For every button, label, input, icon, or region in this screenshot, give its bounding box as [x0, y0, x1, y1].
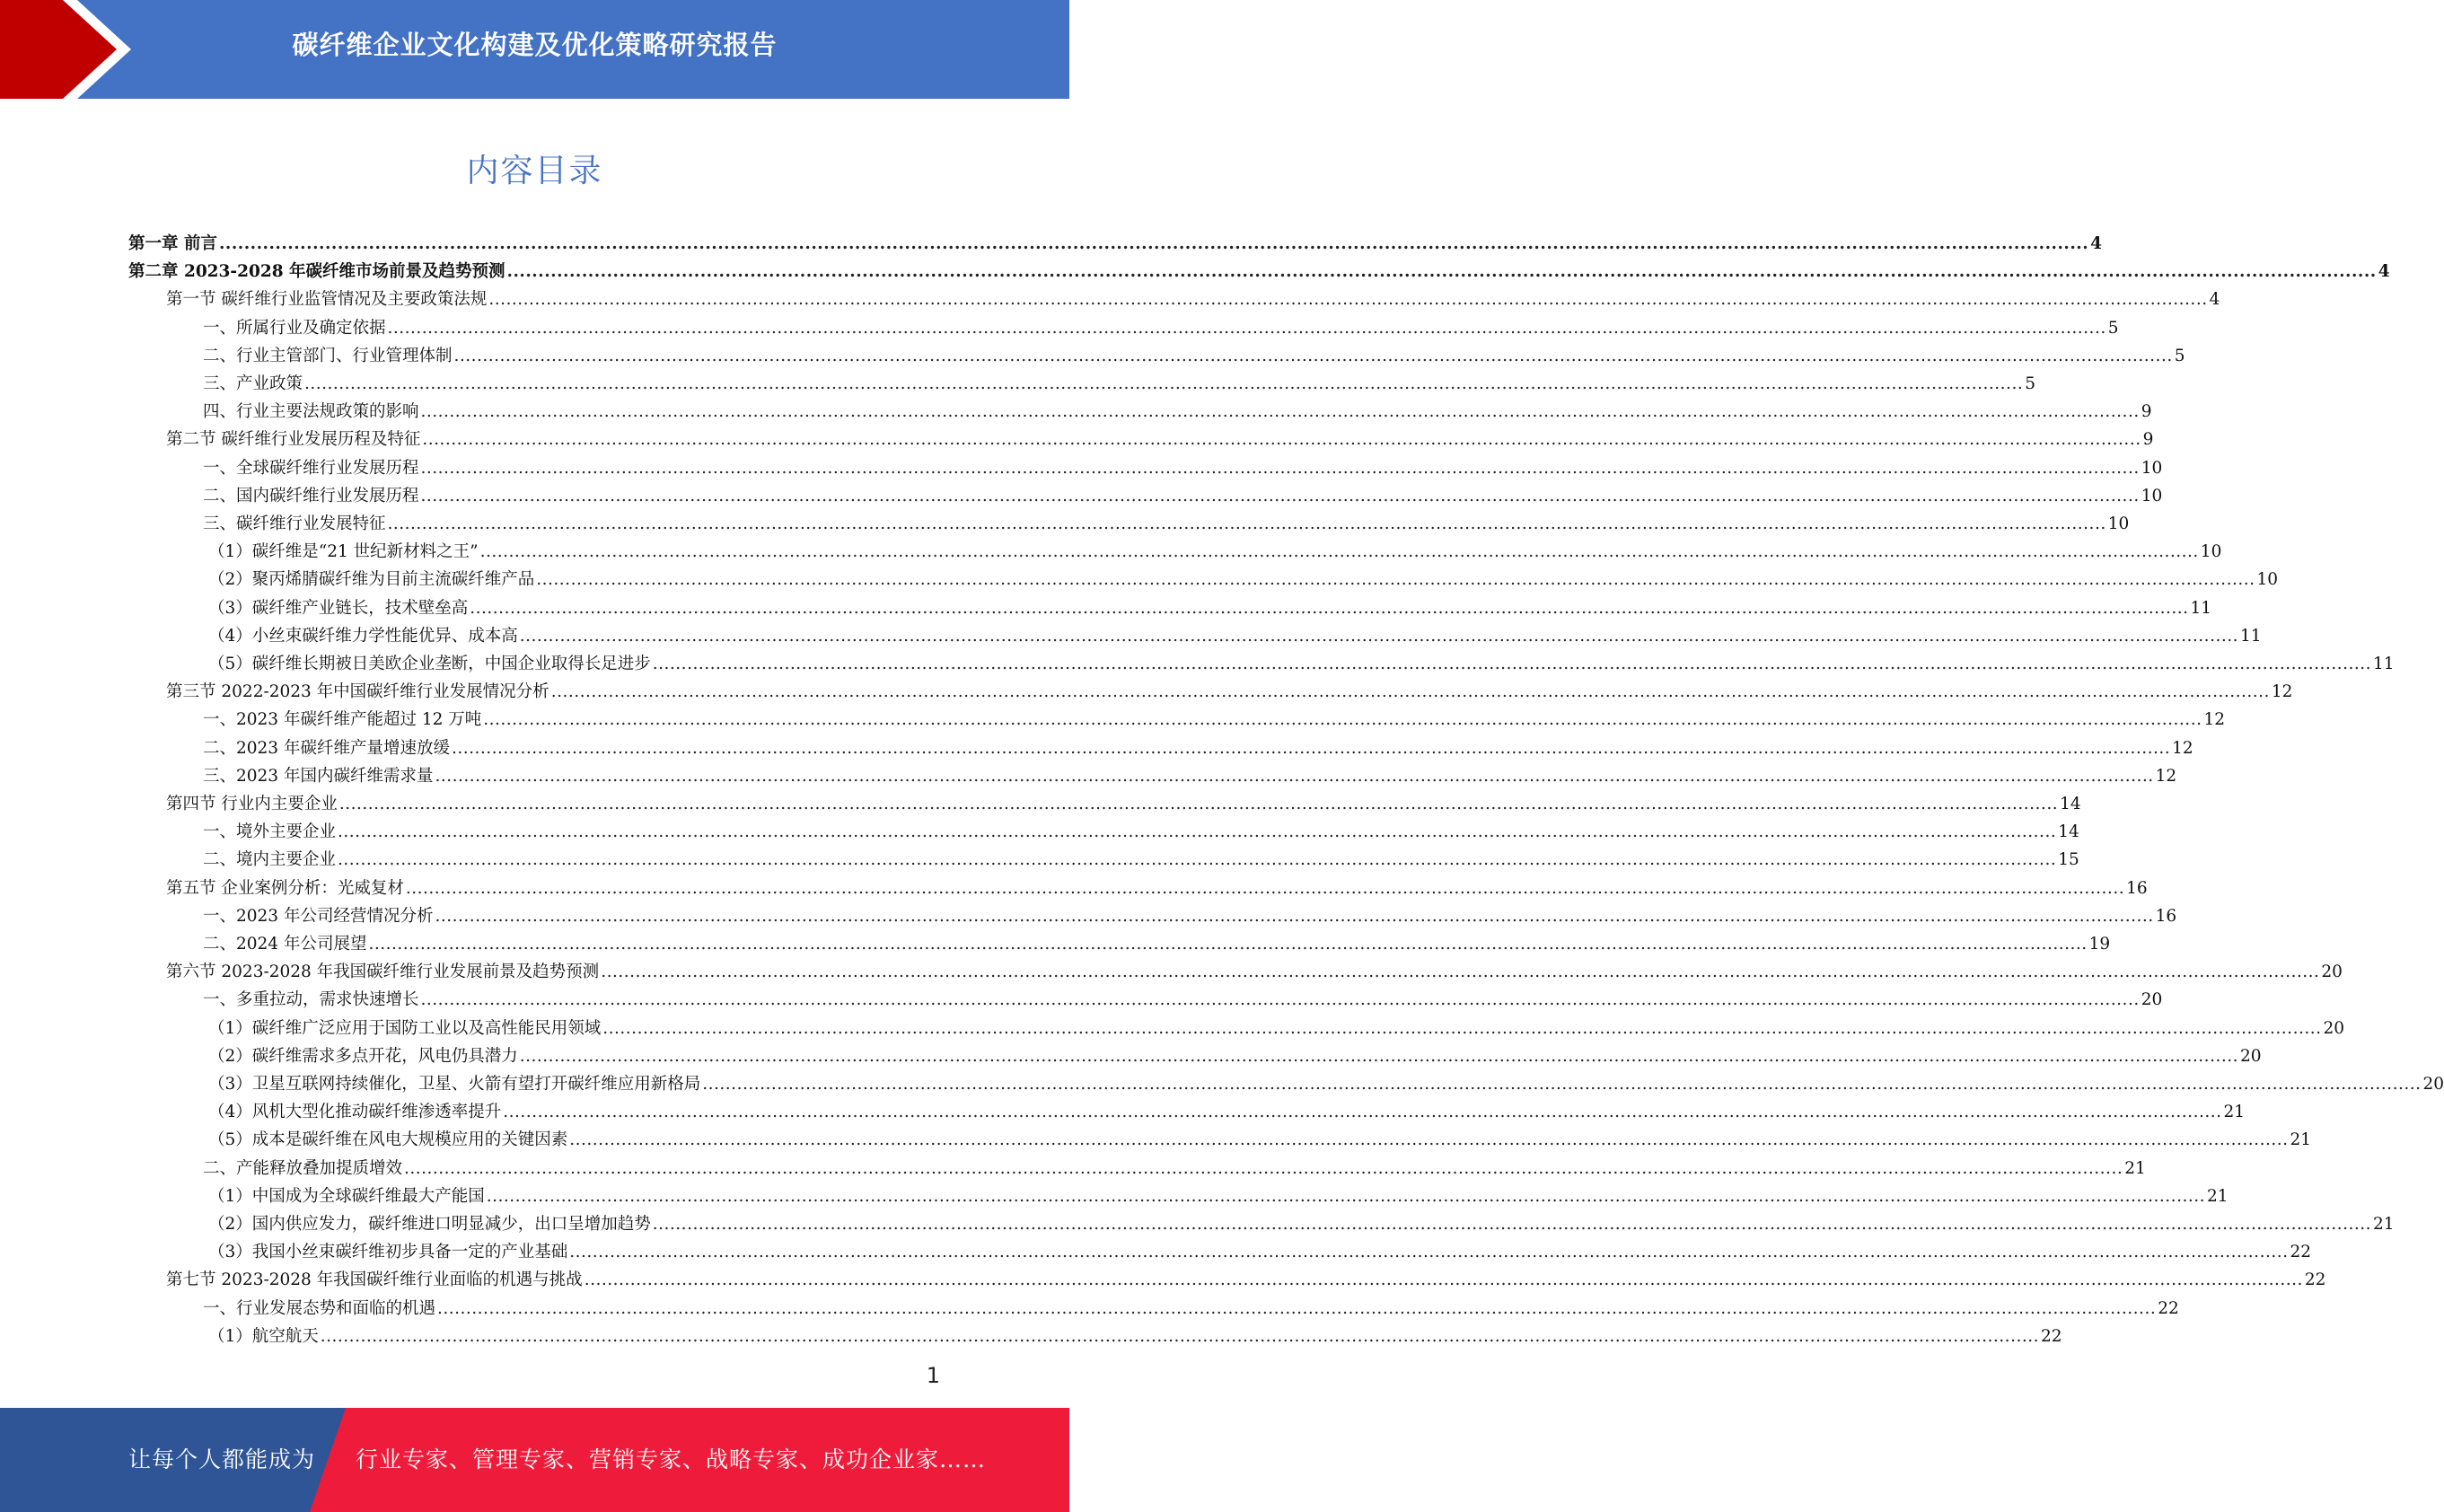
toc-entry[interactable]: [166, 1263, 2326, 1291]
toc-entry-page: 22: [2158, 1298, 2179, 1318]
toc-leader-dots: ............................................................................................................................................................................................................................................................................................................: [435, 766, 2154, 786]
toc-leader-dots: ............................................................................................................................................................................................................................................................................................................: [435, 906, 2154, 926]
toc-entry-page: 15: [2058, 850, 2079, 870]
toc-entry[interactable]: [203, 900, 2177, 927]
toc-entry[interactable]: [203, 395, 2152, 423]
toc-entry-title: （4）风机大型化推动碳纤维渗透率提升: [208, 1103, 502, 1122]
toc-entry[interactable]: [203, 815, 2079, 843]
toc-entry-title: （5）碳纤维长期被日美欧企业垄断，中国企业取得长足进步: [208, 655, 651, 673]
toc-entry-page: 19: [2088, 935, 2111, 954]
toc-entry[interactable]: [203, 507, 2130, 535]
toc-entry-page: 11: [2190, 598, 2212, 618]
toc-entry-page: 12: [2172, 738, 2193, 758]
toc-entry[interactable]: [166, 872, 2148, 900]
toc-entry[interactable]: [208, 1180, 2229, 1208]
toc-entry-title: （3）卫星互联网持续催化，卫星、火箭有望打开碳纤维应用新格局: [208, 1075, 701, 1094]
toc-entry[interactable]: [203, 732, 2193, 760]
toc-entry[interactable]: [208, 1012, 2345, 1040]
toc-leader-dots: ............................................................................................................................................................................................................................................................................................................: [479, 542, 2199, 562]
toc-entry-title: 第一节 碳纤维行业监管情况及主要政策法规: [166, 290, 488, 310]
toc-entry-page: 22: [2290, 1243, 2312, 1262]
toc-leader-dots: ............................................................................................................................................................................................................................................................................................................: [483, 710, 2202, 730]
toc-entry[interactable]: [166, 423, 2154, 451]
toc-entry[interactable]: [208, 1068, 2444, 1095]
toc-entry-title: 四、行业主要法规政策的影响: [203, 402, 419, 422]
toc-entry-title: （2）碳纤维需求多点开花，风电仍具潜力: [208, 1046, 518, 1066]
toc-entry-title: 二、2024 年公司展望: [203, 935, 367, 954]
toc-leader-dots: ............................................................................................................................................................................................................................................................................................................: [584, 1270, 2303, 1290]
toc-entry[interactable]: [208, 535, 2222, 563]
toc-entry[interactable]: [208, 592, 2212, 620]
toc-entry-page: 10: [2141, 486, 2163, 505]
toc-entry[interactable]: [208, 1235, 2312, 1263]
toc-leader-dots: ............................................................................................................................................................................................................................................................................................................: [702, 1075, 2422, 1094]
toc-entry-title: 第二章 2023-2028 年碳纤维市场前景及趋势预测: [128, 262, 506, 282]
toc-entry-page: 12: [2271, 682, 2293, 702]
toc-entry-title: 第七节 2023-2028 年我国碳纤维行业面临的机遇与挑战: [166, 1270, 583, 1290]
toc-entry-title: 第二节 碳纤维行业发展历程及特征: [166, 430, 421, 450]
toc-entry-page: 14: [2058, 822, 2079, 842]
toc-entry-page: 5: [2174, 346, 2185, 365]
toc-entry-title: 二、产能释放叠加提质增效: [203, 1158, 403, 1178]
toc-entry-title: 一、全球碳纤维行业发展历程: [203, 458, 419, 478]
toc-leader-dots: ............................................................................................................................................................................................................................................................................................................: [420, 486, 2140, 505]
toc-entry-page: 12: [2203, 710, 2225, 730]
toc-chapter-entry[interactable]: [128, 227, 2103, 255]
toc-leader-dots: ............................................................................................................................................................................................................................................................................................................: [488, 290, 2208, 310]
toc-leader-dots: ............................................................................................................................................................................................................................................................................................................: [338, 850, 2057, 870]
toc-entry-page: 16: [2155, 906, 2177, 926]
toc-leader-dots: ............................................................................................................................................................................................................................................................................................................: [519, 626, 2238, 646]
toc-entry-title: 二、境内主要企业: [203, 850, 337, 870]
toc-entry-page: 20: [2422, 1075, 2444, 1094]
footer-slogan-left: 让每个人都能成为: [128, 1446, 316, 1472]
toc-leader-dots: ............................................................................................................................................................................................................................................................................................................: [218, 234, 2089, 253]
toc-entry-title: （1）航空航天: [208, 1326, 319, 1346]
toc-leader-dots: ............................................................................................................................................................................................................................................................................................................: [304, 374, 2024, 393]
toc-entry-title: （1）中国成为全球碳纤维最大产能国: [208, 1186, 485, 1206]
toc-entry[interactable]: [208, 1320, 2062, 1348]
toc-leader-dots: ............................................................................................................................................................................................................................................................................................................: [519, 1046, 2238, 1066]
toc-chapter-entry[interactable]: [128, 255, 2390, 283]
toc-entry-title: （5）成本是碳纤维在风电大规模应用的关键因素: [208, 1130, 568, 1150]
toc-entry[interactable]: [208, 1208, 2395, 1235]
toc-entry-page: 4: [2090, 234, 2103, 253]
toc-entry-page: 20: [2323, 1018, 2345, 1038]
toc-entry-page: 14: [2060, 795, 2081, 813]
page-header: [0, 0, 1069, 99]
toc-entry-page: 20: [2239, 1046, 2262, 1066]
toc-leader-dots: ............................................................................................................................................................................................................................................................................................................: [569, 1243, 2289, 1262]
toc-entry-page: 9: [2142, 430, 2154, 450]
toc-entry-title: 二、国内碳纤维行业发展历程: [203, 486, 419, 505]
toc-leader-dots: ............................................................................................................................................................................................................................................................................................................: [652, 655, 2371, 673]
toc-entry-title: 三、产业政策: [203, 374, 303, 393]
toc-leader-dots: ............................................................................................................................................................................................................................................................................................................: [602, 1018, 2322, 1038]
toc-entry[interactable]: [208, 620, 2262, 647]
toc-leader-dots: ............................................................................................................................................................................................................................................................................................................: [420, 990, 2140, 1010]
toc-leader-dots: ............................................................................................................................................................................................................................................................................................................: [387, 318, 2106, 338]
toc-entry-title: 第四节 行业内主要企业: [166, 795, 338, 813]
toc-entry[interactable]: [203, 339, 2185, 367]
toc-entry-title: 第一章 前言: [128, 234, 217, 253]
toc-entry-title: 一、行业发展态势和面临的机遇: [203, 1298, 436, 1318]
toc-entry-page: 5: [2107, 318, 2119, 338]
toc-leader-dots: ............................................................................................................................................................................................................................................................................................................: [569, 1130, 2289, 1150]
toc-entry[interactable]: [208, 1095, 2246, 1123]
toc-leader-dots: ............................................................................................................................................................................................................................................................................................................: [536, 570, 2255, 590]
toc-entry[interactable]: [166, 955, 2343, 983]
toc-leader-dots: ............................................................................................................................................................................................................................................................................................................: [420, 402, 2140, 422]
toc-entry-title: （3）碳纤维产业链长，技术壁垒高: [208, 598, 469, 618]
toc-leader-dots: ............................................................................................................................................................................................................................................................................................................: [506, 262, 2377, 282]
toc-entry[interactable]: [203, 312, 2119, 339]
toc-entry-page: 21: [2372, 1215, 2395, 1234]
toc-entry[interactable]: [208, 647, 2395, 675]
toc-leader-dots: ............................................................................................................................................................................................................................................................................................................: [652, 1215, 2371, 1234]
toc-entry[interactable]: [203, 760, 2177, 787]
toc-entry[interactable]: [203, 927, 2111, 955]
toc-leader-dots: ............................................................................................................................................................................................................................................................................................................: [338, 822, 2057, 842]
toc-entry-page: 5: [2025, 374, 2035, 393]
toc-entry-title: 第三节 2022-2023 年中国碳纤维行业发展情况分析: [166, 682, 549, 702]
toc-entry-page: 22: [2040, 1326, 2062, 1346]
toc-entry-page: 10: [2200, 542, 2222, 562]
toc-entry[interactable]: [203, 367, 2035, 395]
toc-entry-title: 三、碳纤维行业发展特征: [203, 514, 386, 533]
toc-entry-page: 16: [2126, 878, 2148, 898]
toc-leader-dots: ............................................................................................................................................................................................................................................................................................................: [601, 963, 2320, 982]
toc-entry[interactable]: [203, 479, 2163, 507]
toc-entry-page: 20: [2321, 963, 2343, 982]
footer-slogan-right: 行业专家、管理专家、营销专家、战略专家、成功企业家……: [356, 1446, 987, 1472]
toc-leader-dots: ............................................................................................................................................................................................................................................................................................................: [437, 1298, 2157, 1318]
toc-entry-page: 12: [2155, 766, 2177, 786]
toc-entry-title: 一、2023 年公司经营情况分析: [203, 906, 434, 926]
toc-entry[interactable]: [203, 983, 2163, 1011]
toc-leader-dots: ............................................................................................................................................................................................................................................................................................................: [451, 738, 2171, 758]
toc-entry-page: 20: [2141, 990, 2163, 1010]
toc-entry[interactable]: [208, 1040, 2262, 1068]
toc-entry-title: （4）小丝束碳纤维力学性能优异、成本高: [208, 626, 518, 646]
toc-entry-title: 二、2023 年碳纤维产量增速放缓: [203, 738, 450, 758]
toc-entry-page: 10: [2256, 570, 2279, 590]
toc-leader-dots: ............................................................................................................................................................................................................................................................................................................: [368, 935, 2088, 954]
toc-leader-dots: ............................................................................................................................................................................................................................................................................................................: [405, 878, 2125, 898]
toc-leader-dots: ............................................................................................................................................................................................................................................................................................................: [387, 514, 2106, 533]
toc-entry-page: 22: [2304, 1270, 2326, 1290]
toc-entry-page: 11: [2239, 626, 2262, 646]
toc-entry-title: 三、2023 年国内碳纤维需求量: [203, 766, 434, 786]
toc-entry[interactable]: [208, 1123, 2312, 1151]
toc-entry-title: 一、2023 年碳纤维产能超过 12 万吨: [203, 710, 482, 730]
toc-leader-dots: ............................................................................................................................................................................................................................................................................................................: [453, 346, 2173, 365]
toc-entry-page: 4: [2378, 262, 2390, 282]
toc-leader-dots: ............................................................................................................................................................................................................................................................................................................: [420, 458, 2140, 478]
toc-entry-title: 第五节 企业案例分析：光威复材: [166, 878, 404, 898]
toc-entry[interactable]: [166, 283, 2220, 311]
toc-entry-title: （1）碳纤维广泛应用于国防工业以及高性能民用领域: [208, 1018, 602, 1038]
page-number: 1: [926, 1363, 940, 1388]
toc-title: 内容目录: [466, 153, 603, 189]
page-footer: [0, 1408, 1069, 1512]
toc-leader-dots: ............................................................................................................................................................................................................................................................................................................: [422, 430, 2141, 450]
toc-entry-title: 一、多重拉动，需求快速增长: [203, 990, 419, 1010]
toc-entry[interactable]: [203, 703, 2225, 731]
toc-entry-title: （2）聚丙烯腈碳纤维为目前主流碳纤维产品: [208, 570, 535, 590]
toc-entry-title: 二、行业主管部门、行业管理体制: [203, 346, 453, 365]
report-title: 碳纤维企业文化构建及优化策略研究报告: [292, 30, 778, 60]
toc-entry-page: 4: [2209, 290, 2220, 310]
toc-entry-title: 一、所属行业及确定依据: [203, 318, 386, 338]
toc-entry-page: 11: [2372, 655, 2395, 673]
toc-entry[interactable]: [166, 675, 2293, 703]
toc-entry-page: 21: [2206, 1186, 2229, 1206]
toc-entry-page: 10: [2141, 458, 2163, 478]
toc-entry[interactable]: [203, 843, 2079, 871]
toc-entry[interactable]: [208, 563, 2279, 591]
toc-entry-title: 第六节 2023-2028 年我国碳纤维行业发展前景及趋势预测: [166, 963, 600, 982]
toc-leader-dots: ............................................................................................................................................................................................................................................................................................................: [338, 795, 2059, 813]
toc-entry-page: 21: [2223, 1103, 2246, 1122]
toc-leader-dots: ............................................................................................................................................................................................................................................................................................................: [320, 1326, 2039, 1346]
toc-entry[interactable]: [203, 452, 2163, 479]
toc-entry-title: （2）国内供应发力，碳纤维进口明显减少，出口呈增加趋势: [208, 1215, 651, 1234]
toc-entry-page: 21: [2290, 1130, 2312, 1150]
toc-entry[interactable]: [166, 787, 2081, 815]
toc-leader-dots: ............................................................................................................................................................................................................................................................................................................: [486, 1186, 2205, 1206]
toc-entry-page: 10: [2107, 514, 2130, 533]
toc-entry[interactable]: [203, 1292, 2179, 1320]
toc-leader-dots: ............................................................................................................................................................................................................................................................................................................: [470, 598, 2189, 618]
toc-entry-page: 9: [2141, 402, 2152, 422]
toc-leader-dots: ............................................................................................................................................................................................................................................................................................................: [404, 1158, 2123, 1178]
toc-leader-dots: ............................................................................................................................................................................................................................................................................................................: [503, 1103, 2222, 1122]
toc-entry-title: （3）我国小丝束碳纤维初步具备一定的产业基础: [208, 1243, 568, 1262]
toc-entry-page: 21: [2124, 1158, 2146, 1178]
toc-entry[interactable]: [203, 1152, 2146, 1180]
toc-leader-dots: ............................................................................................................................................................................................................................................................................................................: [550, 682, 2270, 702]
toc-entry-title: 一、境外主要企业: [203, 822, 337, 842]
toc-entry-title: （1）碳纤维是“21 世纪新材料之王”: [208, 542, 479, 562]
